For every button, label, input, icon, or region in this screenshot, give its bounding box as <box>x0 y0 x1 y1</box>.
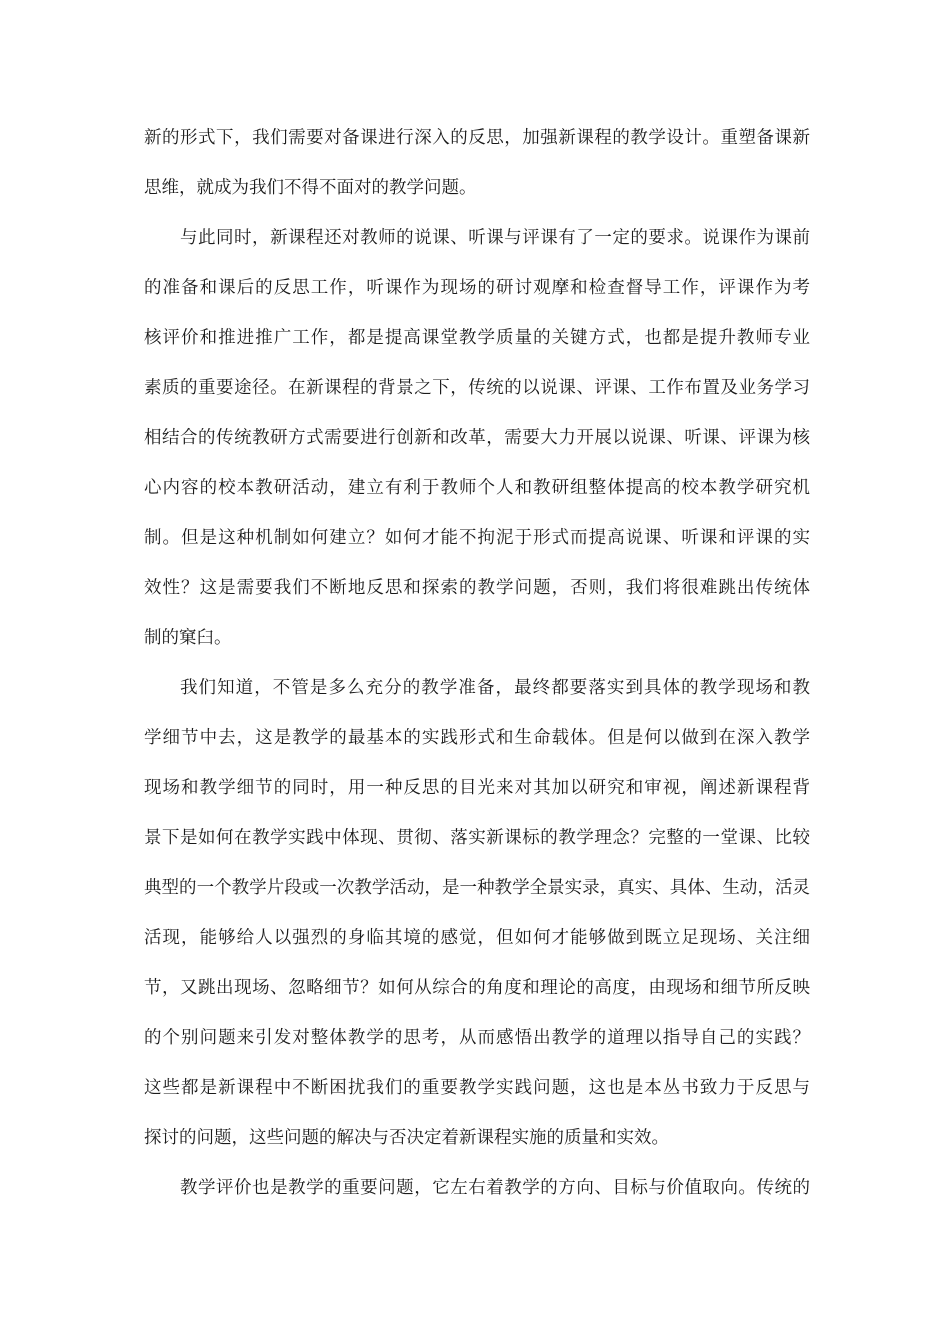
text-line: 相结合的传统教研方式需要进行创新和改革，需要大力开展以说课、听课、评课为核 <box>144 428 810 448</box>
text-line: 探讨的问题，这些问题的解决与否决定着新课程实施的质量和实效。 <box>144 1128 669 1148</box>
text-line: 典型的一个教学片段或一次教学活动，是一种教学全景实录，真实、具体、生动，活灵 <box>144 878 810 898</box>
text-line: 现场和教学细节的同时，用一种反思的目光来对其加以研究和审视，阐述新课程背 <box>144 778 810 798</box>
text-line: 活现，能够给人以强烈的身临其境的感觉，但如何才能够做到既立足现场、关注细 <box>144 928 810 948</box>
text-line: 思维，就成为我们不得不面对的教学问题。 <box>144 178 477 198</box>
text-line: 制。但是这种机制如何建立？如何才能不拘泥于形式而提高说课、听课和评课的实 <box>144 528 810 548</box>
text-line: 我们知道，不管是多么充分的教学准备，最终都要落实到具体的教学现场和教 <box>180 678 810 698</box>
text-line: 心内容的校本教研活动，建立有利于教师个人和教研组整体提高的校本教学研究机 <box>144 478 810 498</box>
text-line: 核评价和推进推广工作，都是提高课堂教学质量的关键方式，也都是提升教师专业 <box>144 328 810 348</box>
text-line: 新的形式下，我们需要对备课进行深入的反思，加强新课程的教学设计。重塑备课新 <box>144 128 810 148</box>
text-line: 素质的重要途径。在新课程的背景之下，传统的以说课、评课、工作布置及业务学习 <box>144 378 810 398</box>
text-line: 的准备和课后的反思工作，听课作为现场的研讨观摩和检查督导工作，评课作为考 <box>144 278 810 298</box>
text-line: 效性？这是需要我们不断地反思和探索的教学问题，否则，我们将很难跳出传统体 <box>144 578 810 598</box>
text-line: 这些都是新课程中不断困扰我们的重要教学实践问题，这也是本丛书致力于反思与 <box>144 1078 810 1098</box>
text-line: 的个别问题来引发对整体教学的思考，从而感悟出教学的道理以指导自己的实践？ <box>144 1028 810 1048</box>
text-line: 与此同时，新课程还对教师的说课、听课与评课有了一定的要求。说课作为课前 <box>180 228 810 248</box>
text-line: 制的窠臼。 <box>144 628 232 648</box>
text-line: 节，又跳出现场、忽略细节？如何从综合的角度和理论的高度，由现场和细节所反映 <box>144 978 810 998</box>
text-line: 景下是如何在教学实践中体现、贯彻、落实新课标的教学理念？完整的一堂课、比较 <box>144 828 810 848</box>
text-line: 学细节中去，这是教学的最基本的实践形式和生命载体。但是何以做到在深入教学 <box>144 728 810 748</box>
text-line: 教学评价也是教学的重要问题，它左右着教学的方向、目标与价值取向。传统的 <box>180 1178 810 1198</box>
